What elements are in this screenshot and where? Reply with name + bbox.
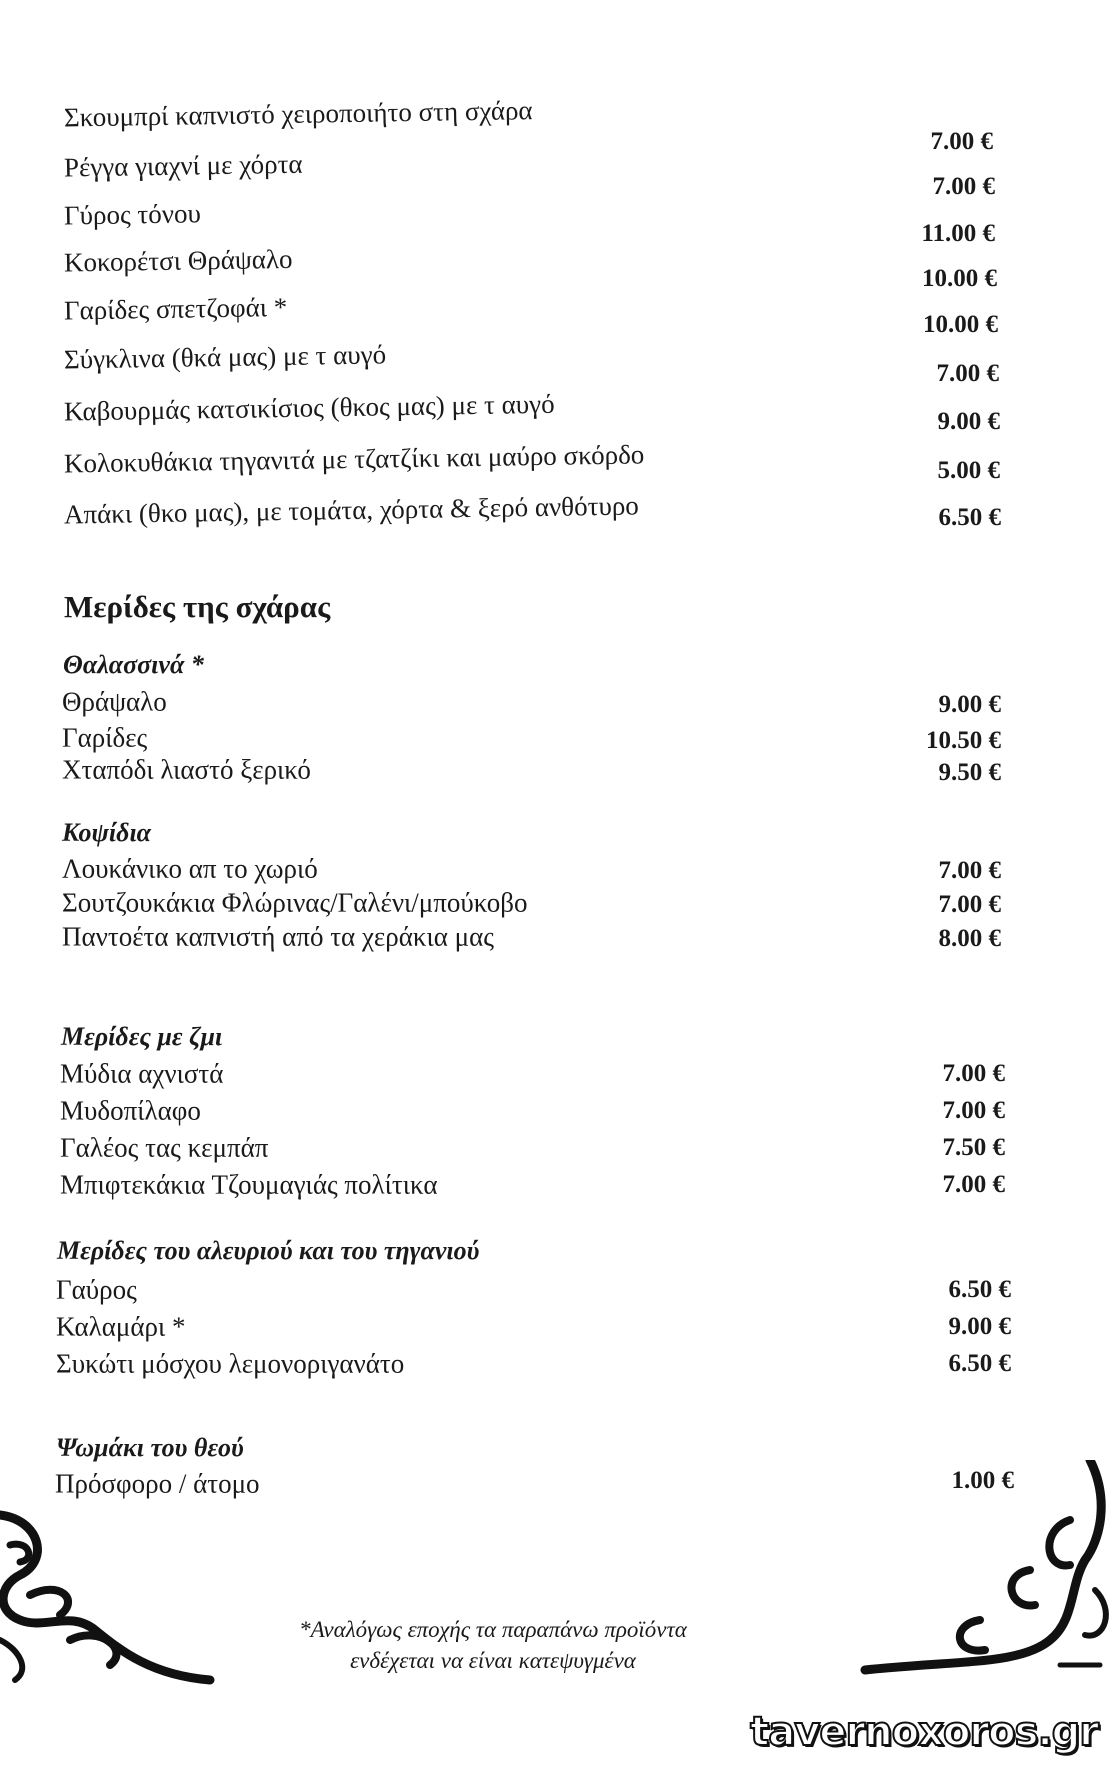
menu-item-price: 8.00 € bbox=[938, 925, 1001, 952]
ornament-right-icon bbox=[860, 1460, 1120, 1685]
menu-item-name: Γαρίδες bbox=[62, 722, 148, 753]
menu-item-price: 6.50 € bbox=[938, 504, 1001, 531]
menu-item-price: 7.00 € bbox=[942, 1171, 1005, 1198]
menu-item-name: Γαλέος τας κεμπάπ bbox=[60, 1132, 269, 1163]
menu-item-name: Θράψαλο bbox=[62, 686, 167, 717]
menu-item-name: Απάκι (θκο μας), με τομάτα, χόρτα & ξερό ανθότυρο bbox=[63, 490, 640, 530]
menu-item-name: Ρέγγα γιαχνί με χόρτα bbox=[63, 148, 303, 183]
menu-item-price: 9.00 € bbox=[937, 408, 1000, 435]
menu-item-name: Γύρος τόνου bbox=[63, 198, 202, 231]
menu-item-name: Μπιφτεκάκια Τζουμαγιάς πολίτικα bbox=[60, 1169, 438, 1200]
menu-item-name: Σουτζουκάκια Φλώρινας/Γαλένι/μπούκοβο bbox=[62, 887, 528, 918]
menu-item-name: Καβουρμάς κατσικίσιος (θκος μας) με τ αυγό bbox=[63, 388, 555, 427]
menu-item-price: 10.00 € bbox=[922, 265, 997, 292]
subsection-title-meats: Κοψίδια bbox=[62, 818, 152, 847]
menu-item-price: 7.00 € bbox=[930, 128, 993, 155]
menu-item-price: 10.50 € bbox=[926, 727, 1001, 754]
ornament-left-icon bbox=[0, 1500, 215, 1685]
subsection-title-seafood: Θαλασσινά * bbox=[63, 650, 204, 679]
menu-item-name: Χταπόδι λιαστό ξερικό bbox=[62, 754, 311, 785]
watermark: tavernoxoros.gr bbox=[750, 1709, 1098, 1755]
menu-item-name: Κολοκυθάκια τηγανιτά με τζατζίκι και μαύρο σκόρδο bbox=[63, 439, 645, 479]
menu-item-price: 1.00 € bbox=[951, 1467, 1014, 1494]
section-title-fried: Μερίδες του αλευριού και του τηγανιού bbox=[57, 1236, 480, 1265]
menu-item-price: 6.50 € bbox=[948, 1350, 1011, 1377]
menu-item-price: 7.00 € bbox=[936, 360, 999, 387]
menu-item-price: 6.50 € bbox=[948, 1276, 1011, 1303]
section-title-grill: Μερίδες της σχάρας bbox=[64, 589, 331, 624]
menu-item-name: Παντοέτα καπνιστή από τα χεράκια μας bbox=[62, 921, 494, 952]
menu-item-price: 9.50 € bbox=[938, 759, 1001, 786]
menu-item-name: Μύδια αχνιστά bbox=[60, 1058, 224, 1089]
menu-item-price: 7.00 € bbox=[938, 891, 1001, 918]
menu-item-price: 9.00 € bbox=[938, 691, 1001, 718]
menu-item-name: Λουκάνικο απ το χωριό bbox=[62, 853, 318, 884]
menu-item-price: 5.00 € bbox=[937, 457, 1000, 484]
menu-item-name: Συκώτι μόσχου λεμονοριγανάτο bbox=[56, 1348, 405, 1379]
menu-item-price: 10.00 € bbox=[923, 311, 998, 338]
menu-item-name: Σύγκλινα (θκά μας) με τ αυγό bbox=[63, 339, 387, 375]
menu-item-name: Καλαμάρι * bbox=[56, 1311, 186, 1342]
menu-item-price: 7.00 € bbox=[942, 1060, 1005, 1087]
menu-item-price: 9.00 € bbox=[948, 1313, 1011, 1340]
footnote-line-1: *Αναλόγως εποχής τα παραπάνω προϊόντα bbox=[299, 1617, 687, 1642]
menu-item-price: 7.00 € bbox=[932, 173, 995, 200]
menu-item-name: Κοκορέτσι Θράψαλο bbox=[63, 243, 293, 278]
footnote-line-2: ενδέχεται να είναι κατεψυγμένα bbox=[350, 1648, 636, 1673]
menu-item-price: 7.00 € bbox=[938, 857, 1001, 884]
section-title-bread: Ψωμάκι του θεού bbox=[56, 1433, 244, 1462]
menu-item-name: Σκουμπρί καπνιστό χειροποιήτο στη σχάρα bbox=[63, 95, 533, 133]
menu-item-name: Μυδοπίλαφο bbox=[60, 1095, 201, 1126]
menu-item-price: 7.50 € bbox=[942, 1134, 1005, 1161]
menu-item-name: Γαύρος bbox=[56, 1274, 137, 1305]
menu-item-name: Γαρίδες σπετζοφάι * bbox=[63, 291, 288, 326]
menu-item-price: 11.00 € bbox=[921, 220, 995, 247]
menu-item-price: 7.00 € bbox=[942, 1097, 1005, 1124]
section-title-zumi: Μερίδες με ζμι bbox=[61, 1022, 223, 1051]
menu-item-name: Πρόσφορο / άτομο bbox=[55, 1468, 260, 1499]
